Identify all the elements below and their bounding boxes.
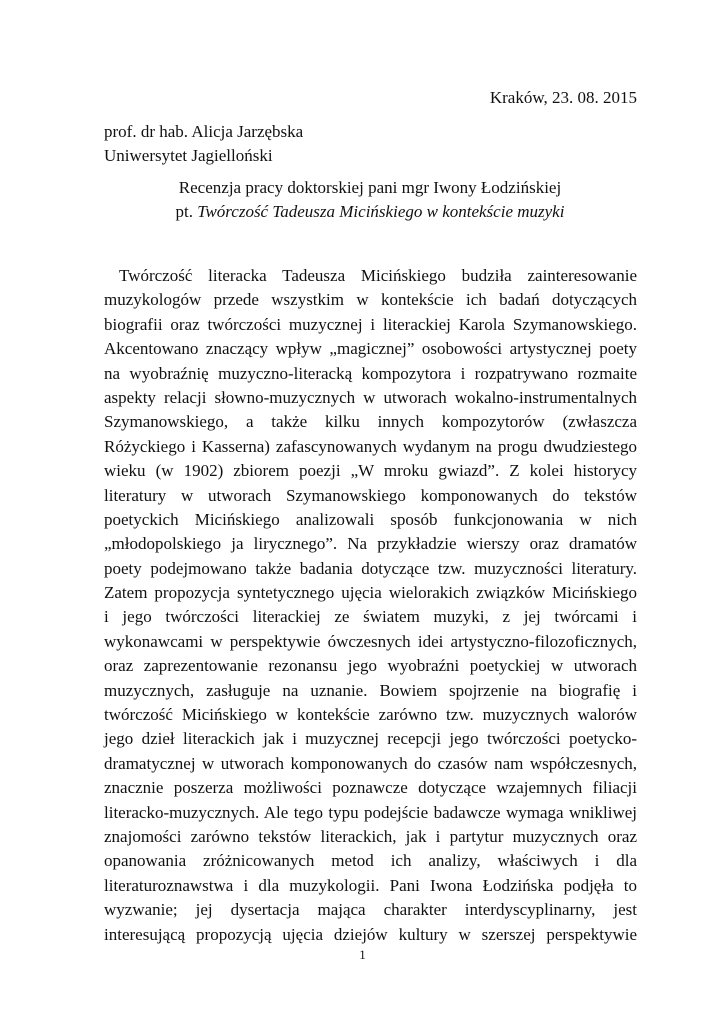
body-line: Różyckiego i Kasserna) zafascynowanych wydanym na progu dwudziestego xyxy=(104,436,637,456)
author-university: Uniwersytet Jagielloński xyxy=(104,146,273,165)
body-line: na wyobraźnię muzyczno-literacką kompozytora i rozpatrywano rozmaite xyxy=(104,363,637,383)
body-line: jego dzieł literackich jak i muzycznej recepcji jego twórczości poetycko- xyxy=(104,729,637,749)
body-line: muzykologów przede wszystkim w kontekście ich badań dotyczących xyxy=(104,290,637,310)
body-line: muzycznych, zasługuje na uznanie. Bowiem spojrzenie na biografię i xyxy=(104,680,637,700)
review-subtitle-line xyxy=(104,200,636,224)
body-line: Zatem propozycja syntetycznego ujęcia wielorakich związków Micińskiego xyxy=(104,583,637,603)
body-line: znajomości zarówno tekstów literackich, jak i partytur muzycznych oraz xyxy=(104,826,637,846)
body-line: literaturoznawstwa i dla muzykologii. Pani Iwona Łodzińska podjęła to xyxy=(104,875,637,895)
body-line: oraz zaprezentowanie rezonansu jego wyobraźni poetyckiej w utworach xyxy=(104,656,637,676)
body-line: Twórczość literacka Tadeusza Micińskiego budziła zainteresowanie xyxy=(119,266,637,285)
body-line: i jego twórczości literackiej ze światem muzyki, z jej twórcami i xyxy=(104,607,637,627)
body-line: literacko-muzycznych. Ale tego typu podejście badawcze wymaga wnikliwej xyxy=(104,802,637,822)
body-line: interesującą propozycją ujęcia dziejów kultury w szerszej perspektywie xyxy=(104,924,637,944)
body-line: „młodopolskiego ja lirycznego”. Na przykładzie wierszy oraz dramatów xyxy=(104,534,637,554)
review-title-line: Recenzja pracy doktorskiej pani mgr Iwony Łodzińskiej xyxy=(178,178,562,197)
body-line: biografii oraz twórczości muzycznej i literackiej Karola Szymanowskiego. xyxy=(104,314,637,334)
body-line: znacznie poszerza możliwości poznawcze dotyczące wzajemnych filiacji xyxy=(104,778,637,798)
page-number: 1 xyxy=(359,947,366,962)
letter-date: Kraków, 23. 08. 2015 xyxy=(489,88,637,107)
body-line: wyzwanie; jej dysertacja mająca charakter interdyscyplinarny, jest xyxy=(104,900,637,920)
subtitle-prefix: pt. xyxy=(175,202,198,221)
body-line: Szymanowskiego, a także kilku innych kompozytorów (zwłaszcza xyxy=(104,412,637,432)
body-line: twórczość Micińskiego w kontekście zarówno tzw. muzycznych walorów xyxy=(104,705,637,725)
body-line: dramatycznej w utworach komponowanych do czasów nam współczesnych, xyxy=(104,753,637,773)
review-body-paragraph xyxy=(104,264,637,947)
author-block xyxy=(104,120,303,168)
body-line: wieku (w 1902) zbiorem poezji „W mroku gwiazd”. Z kolei historycy xyxy=(104,461,637,481)
body-line: aspekty relacji słowno-muzycznych w utworach wokalno-instrumentalnych xyxy=(104,387,637,407)
author-name: prof. dr hab. Alicja Jarzębska xyxy=(104,122,304,141)
body-line: wykonawcami w perspektywie ówczesnych idei artystyczno-filozoficznych, xyxy=(104,631,637,651)
body-line: poety podejmowano także badania dotyczące tzw. muzyczności literatury. xyxy=(104,558,637,578)
review-heading xyxy=(104,176,636,224)
body-line: opanowania zróżnicowanych metod ich analizy, właściwych i dla xyxy=(104,851,637,871)
body-line: Akcentowano znaczący wpływ „magicznej” osobowości artystycznej poety xyxy=(104,339,637,359)
dissertation-title: Twórczość Tadeusza Micińskiego w kontekście muzyki xyxy=(197,202,565,221)
body-line: literatury w utworach Szymanowskiego komponowanych do tekstów xyxy=(104,485,637,505)
body-line: poetyckich Micińskiego analizowali sposób funkcjonowania w nich xyxy=(104,509,637,529)
